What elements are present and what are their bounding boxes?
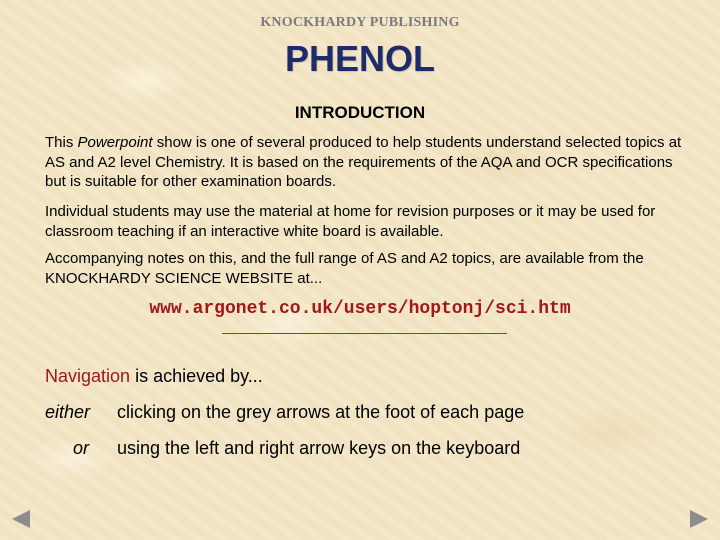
navigation-option-or [45,438,520,459]
option-text-or: using the left and right arrow keys on the keyboard [117,438,521,458]
option-label-or: or [73,438,90,458]
option-text-either: clicking on the grey arrows at the foot of each page [117,402,525,422]
section-heading: INTRODUCTION [294,103,426,122]
navigation-rest: is achieved by... [130,366,263,386]
navigation-intro [45,366,263,387]
intro-paragraph-2: Individual students may use the material at home for revision purposes or it may be used for classroom teaching if an interactive white board is available. [45,203,656,240]
website-link[interactable]: www.argonet.co.uk/users/hoptonj/sci.htm [149,299,571,319]
publisher-name: KNOCKHARDY PUBLISHING [260,15,460,30]
navigation-option-either [45,402,524,423]
option-label-either: either [45,402,91,422]
page-title: PHENOL [284,38,435,79]
previous-slide-arrow-icon[interactable] [12,510,30,528]
intro-paragraph-3: Accompanying notes on this, and the full range of AS and A2 topics, are available from the KNOCKHARDY SCIENCE WEBSITE at... [45,250,644,287]
p1-text-end: show is one of several produced to help students understand selected topics at AS and A2 level Chemistry. It is based on the requirements of the AQA and OCR specifications but is suitable for other examination boards. [45,134,682,190]
p1-italic-powerpoint: Powerpoint [77,134,153,151]
next-slide-arrow-icon[interactable] [690,510,708,528]
p1-text-start: This [45,134,78,151]
navigation-word: Navigation [45,366,131,386]
intro-paragraph-1 [45,133,685,192]
divider-line [222,333,507,334]
